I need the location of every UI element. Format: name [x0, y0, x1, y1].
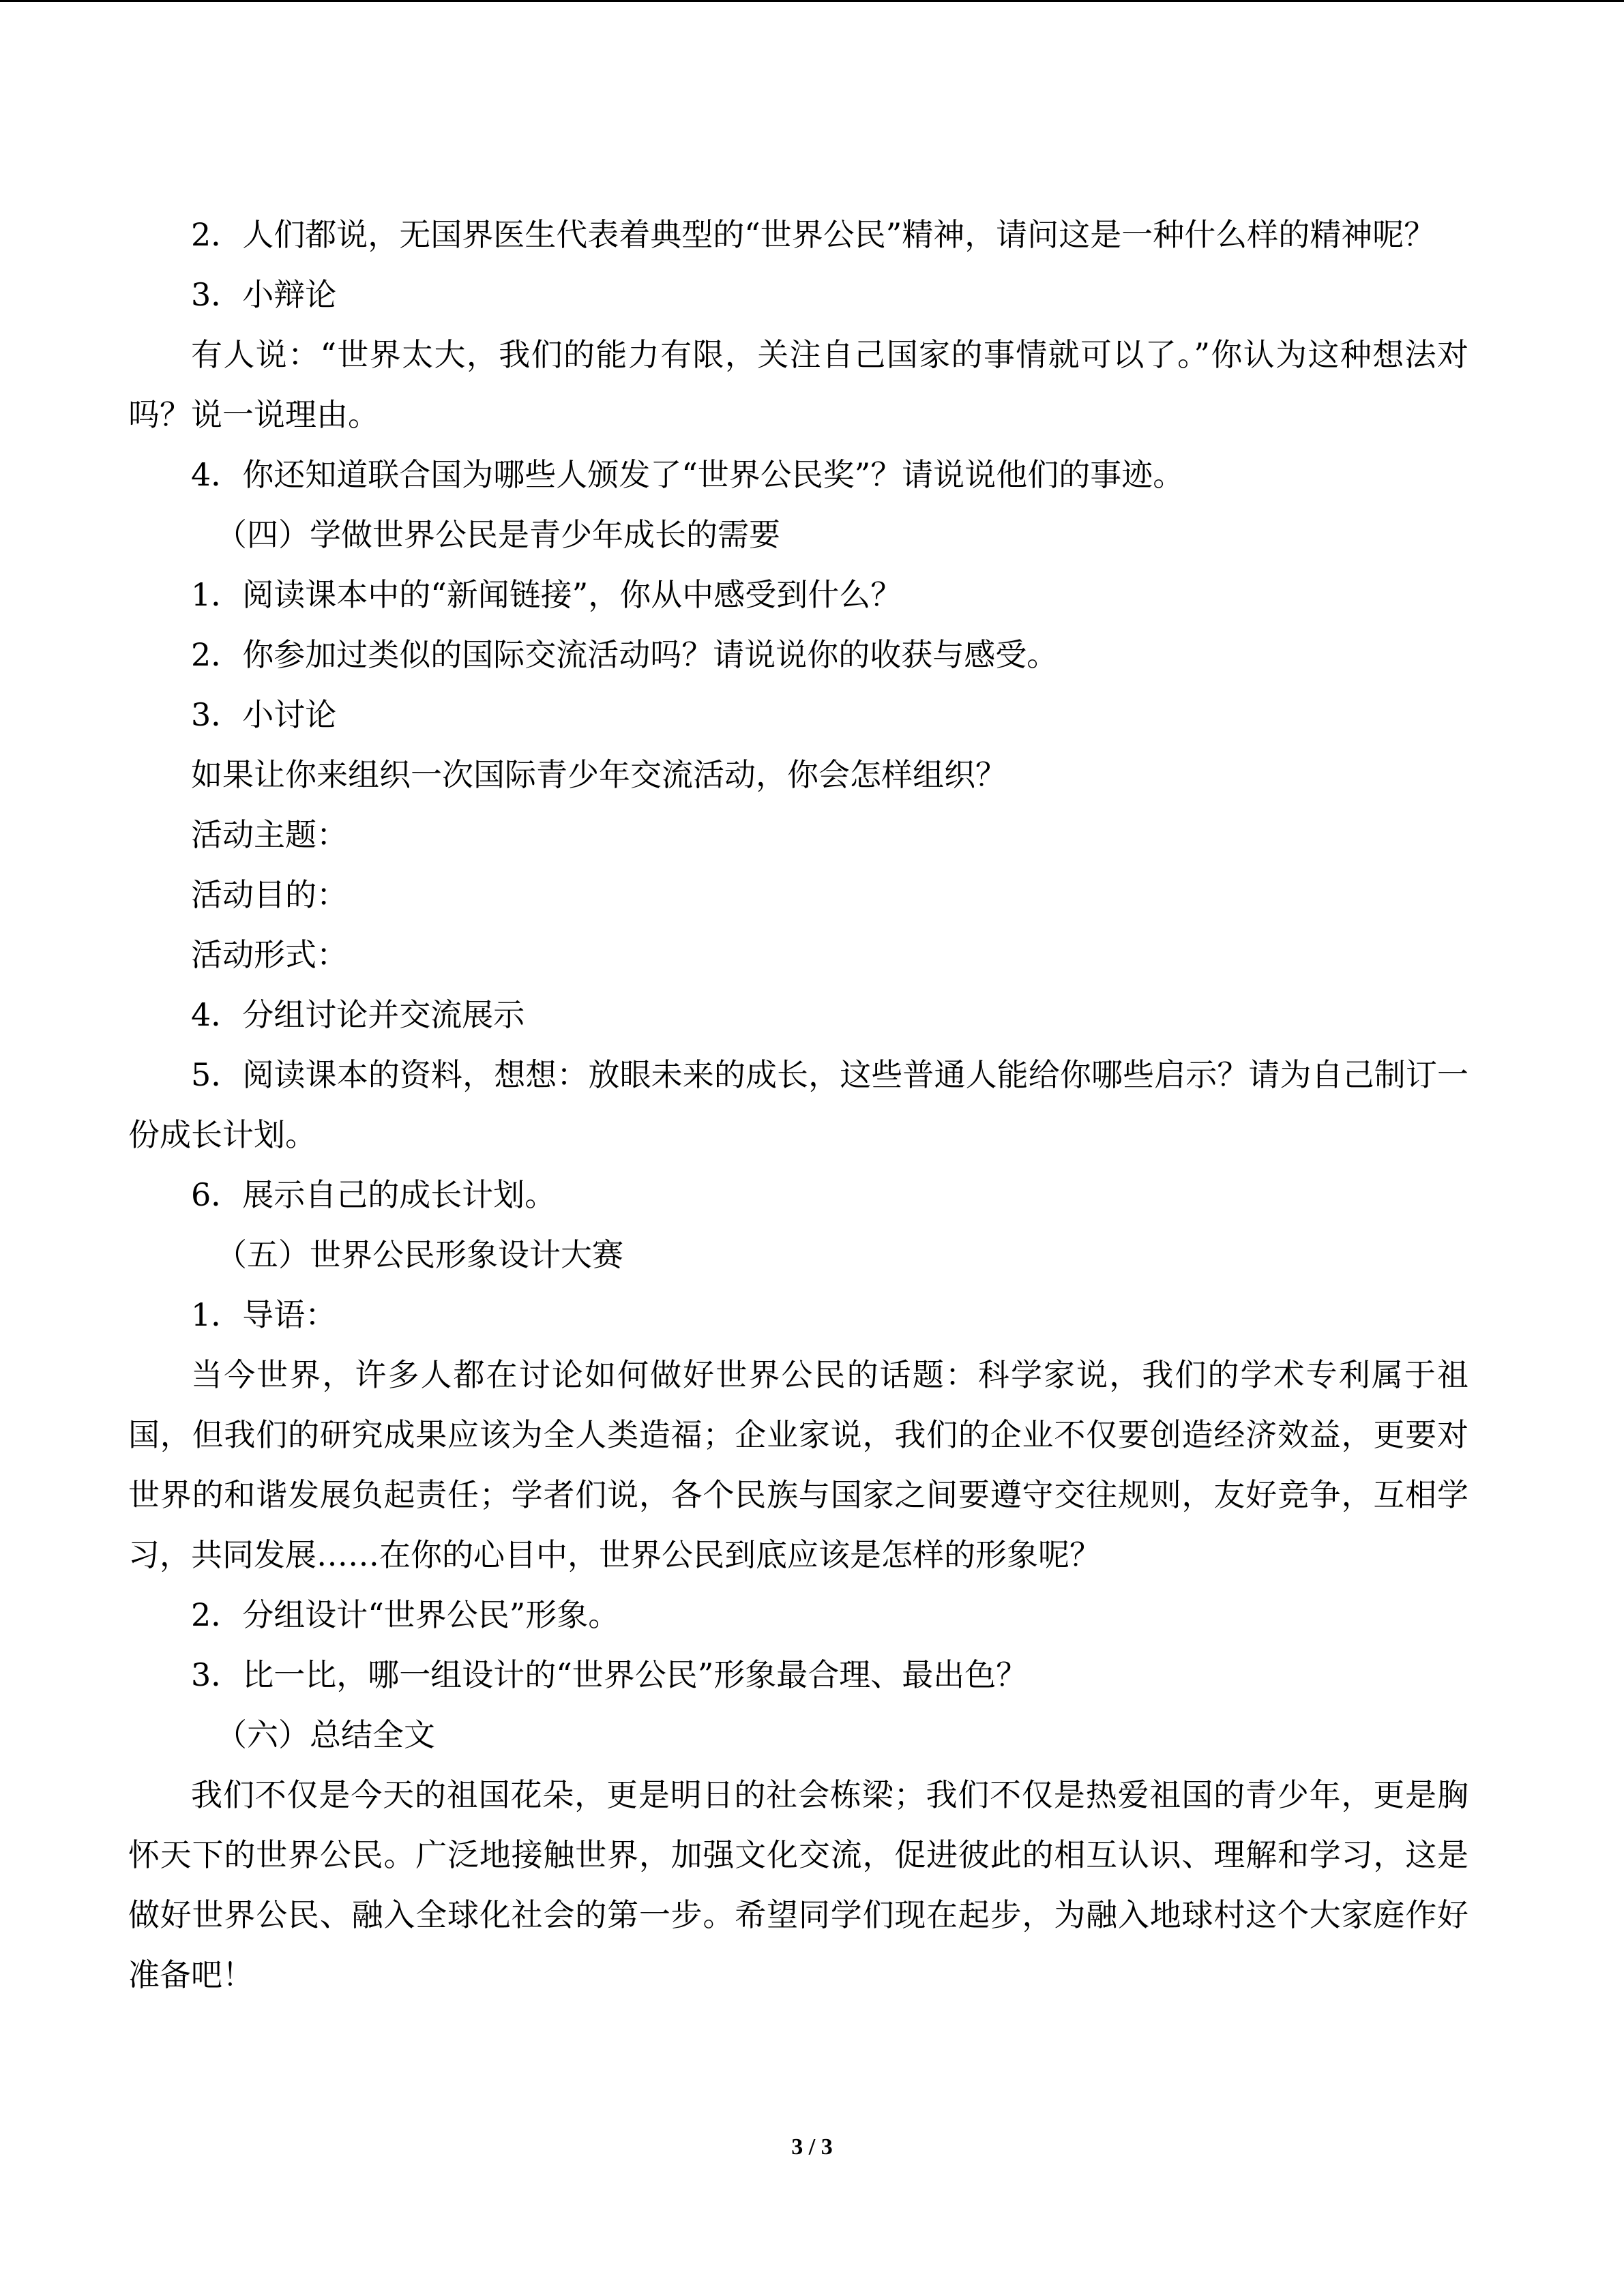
paragraph: 有人说：“世界太大，我们的能力有限，关注自己国家的事情就可以了。”你认为这种想法对吗？说一说理由。 [128, 336, 1468, 433]
paragraph: 如果让你来组织一次国际青少年交流活动，你会怎样组织？ [191, 756, 1007, 793]
paragraph: 活动形式： [191, 936, 348, 973]
paragraph: 我们不仅是今天的祖国花朵，更是明日的社会栋梁；我们不仅是热爱祖国的青少年，更是胸怀天下的世界公民。广泛地接触世界，加强文化交流，促进彼此的相互认识、理解和学习，这是做好世界公民、融入全球化社会的第一步。希望同学们现在起步，为融入地球村这个大家庭作好准备吧！ [128, 1776, 1468, 1993]
paragraph: 2．人们都说，无国界医生代表着典型的“世界公民”精神，请问这是一种什么样的精神呢？ [191, 216, 1436, 253]
section-heading: （六）总结全文 [216, 1716, 435, 1753]
paragraph: 3．比一比，哪一组设计的“世界公民”形象最合理、最出色？ [191, 1656, 1028, 1693]
top-border-line [0, 0, 1624, 2]
section-heading: （四）学做世界公民是青少年成长的需要 [216, 516, 780, 553]
section-heading: （五）世界公民形象设计大赛 [216, 1236, 623, 1273]
document-body [128, 205, 1468, 2005]
paragraph: 3．小辩论 [191, 276, 337, 313]
paragraph: 6．展示自己的成长计划。 [191, 1176, 557, 1213]
paragraph: 5．阅读课本的资料，想想：放眼未来的成长，这些普通人能给你哪些启示？请为自己制订一份成长计划。 [128, 1056, 1468, 1153]
paragraph: 4．分组讨论并交流展示 [191, 996, 525, 1033]
paragraph: 4．你还知道联合国为哪些人颁发了“世界公民奖”？请说说他们的事迹。 [191, 456, 1185, 493]
paragraph: 活动目的： [191, 876, 348, 913]
paragraph: 2．你参加过类似的国际交流活动吗？请说说你的收获与感受。 [191, 636, 1059, 673]
paragraph: 3．小讨论 [191, 696, 337, 733]
paragraph: 1．阅读课本中的“新闻链接”，你从中感受到什么？ [191, 576, 902, 613]
page-number: 3 / 3 [791, 2134, 833, 2160]
paragraph: 当今世界，许多人都在讨论如何做好世界公民的话题：科学家说，我们的学术专利属于祖国，但我们的研究成果应该为全人类造福；企业家说，我们的企业不仅要创造经济效益，更要对世界的和谐发展负起责任；学者们说，各个民族与国家之间要遵守交往规则，友好竞争，互相学习，共同发展……在你的心目中，世界公民到底应该是怎样的形象呢？ [128, 1356, 1468, 1573]
paragraph: 1．导语： [191, 1296, 337, 1333]
paragraph: 活动主题： [191, 816, 348, 853]
paragraph: 2．分组设计“世界公民”形象。 [191, 1596, 620, 1633]
